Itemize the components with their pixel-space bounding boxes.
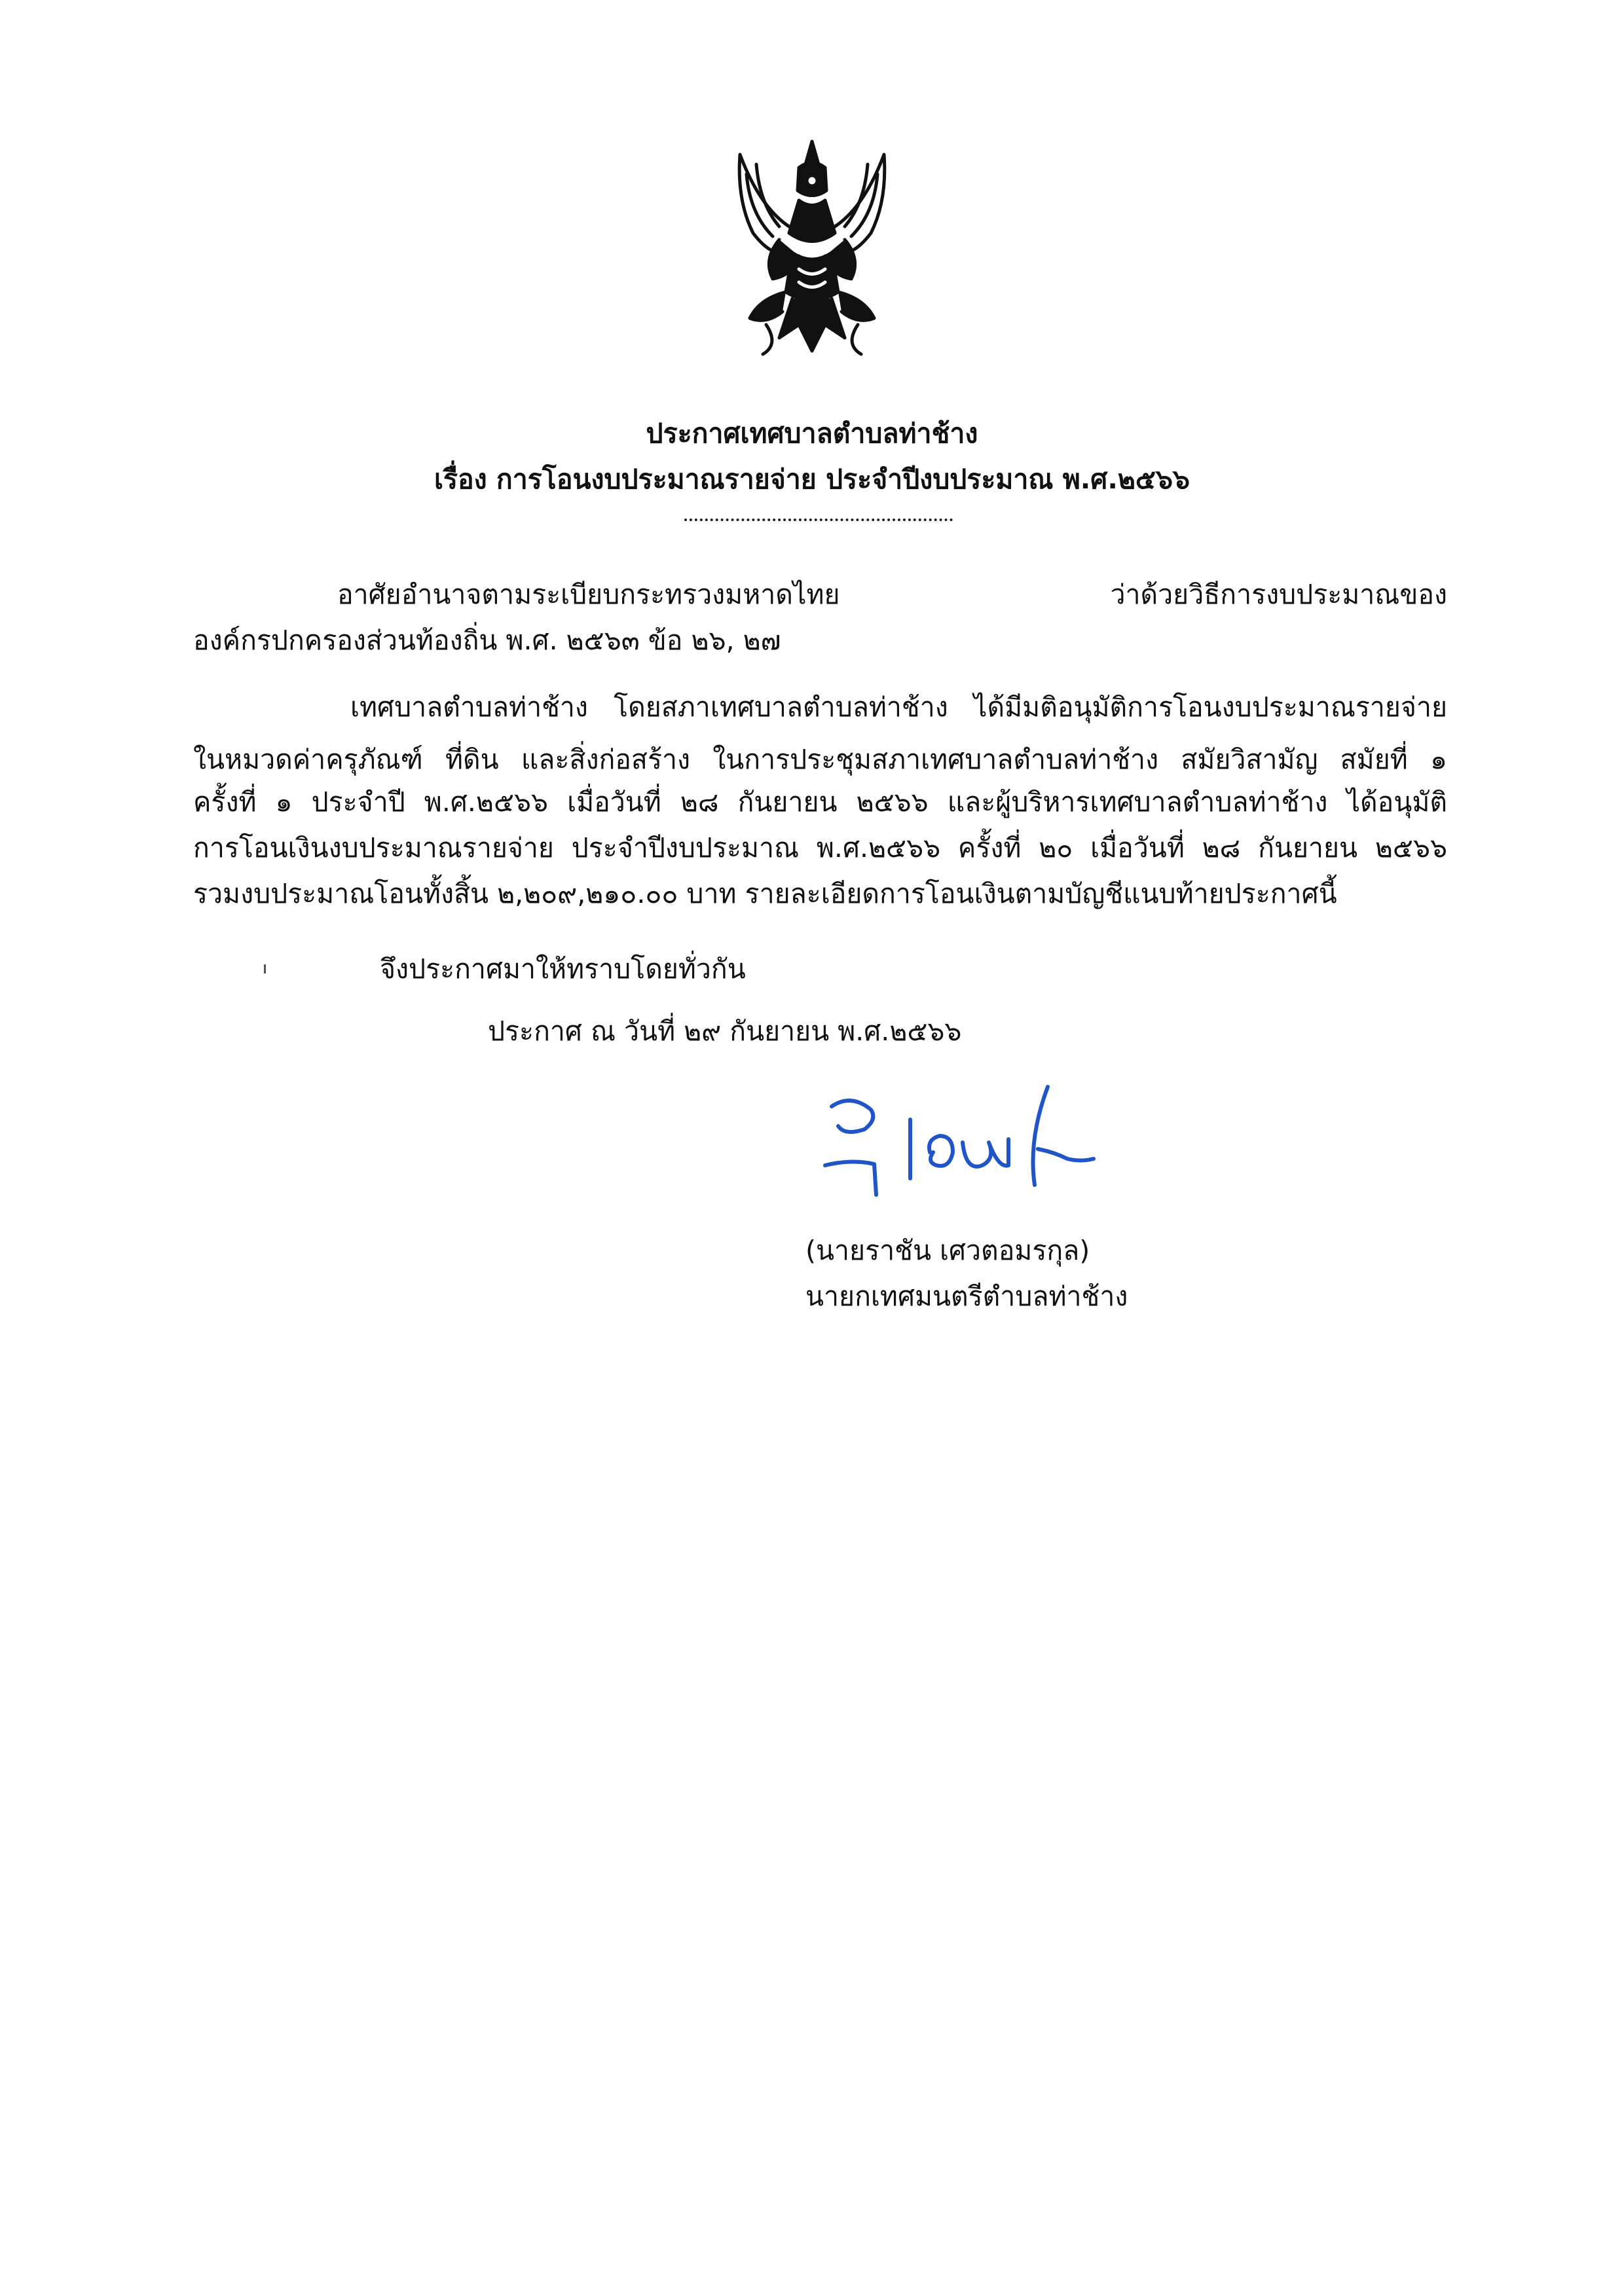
title-separator xyxy=(684,519,953,521)
paragraph-closing: จึงประกาศมาให้ทราบโดยทั่วกัน xyxy=(380,953,746,985)
paragraph-transfer-line-1: เทศบาลตำบลท่าช้าง โดยสภาเทศบาลตำบลท่าช้าง ได้มีมติอนุมัติการโอนงบประมาณรายจ่าย xyxy=(350,691,1447,723)
stray-mark xyxy=(264,964,266,974)
paragraph-authority-line-2: องค์กรปกครองส่วนท้องถิ่น พ.ศ. ๒๕๖๓ ข้อ ๒๖, ๒๗ xyxy=(193,625,781,656)
signer-position: นายกเทศมนตรีตำบลท่าช้าง xyxy=(805,1281,1128,1312)
paragraph-transfer-line-3: ครั้งที่ ๑ ประจำปี พ.ศ.๒๕๖๖ เมื่อวันที่ ๒๘ กันยายน ๒๕๖๖ และผู้บริหารเทศบาลตำบลท่าช้าง ได้อนุมัติ xyxy=(193,786,1447,818)
paragraph-transfer-line-4: การโอนเงินงบประมาณรายจ่าย ประจำปีงบประมาณ พ.ศ.๒๕๖๖ ครั้งที่ ๒๐ เมื่อวันที่ ๒๘ กันยายน ๒๕๖๖ xyxy=(193,832,1447,864)
paragraph-transfer-line-5: รวมงบประมาณโอนทั้งสิ้น ๒,๒๐๙,๒๑๐.๐๐ บาท รายละเอียดการโอนเงินตามบัญชีแนบท้ายประกาศนี้ xyxy=(193,878,1337,909)
signature-image xyxy=(812,1080,1100,1211)
garuda-emblem-icon xyxy=(701,128,923,371)
signer-name: (นายราชัน เศวตอมรกุล) xyxy=(805,1235,1090,1266)
paragraph-transfer-line-2: ในหมวดค่าครุภัณฑ์ ที่ดิน และสิ่งก่อสร้าง ในการประชุมสภาเทศบาลตำบลท่าช้าง สมัยวิสามัญ สมัยที่ ๑ xyxy=(193,744,1447,775)
announcement-date: ประกาศ ณ วันที่ ๒๙ กันยายน พ.ศ.๒๕๖๖ xyxy=(488,1015,962,1047)
announcement-subject: เรื่อง การโอนงบประมาณรายจ่าย ประจำปีงบประมาณ พ.ศ.๒๕๖๖ xyxy=(434,464,1190,495)
paragraph-authority-line-1: อาศัยอำนาจตามระเบียบกระทรวงมหาดไทย ว่าด้วยวิธีการงบประมาณของ xyxy=(337,579,1447,610)
announcement-title: ประกาศเทศบาลตำบลท่าช้าง xyxy=(646,418,978,449)
